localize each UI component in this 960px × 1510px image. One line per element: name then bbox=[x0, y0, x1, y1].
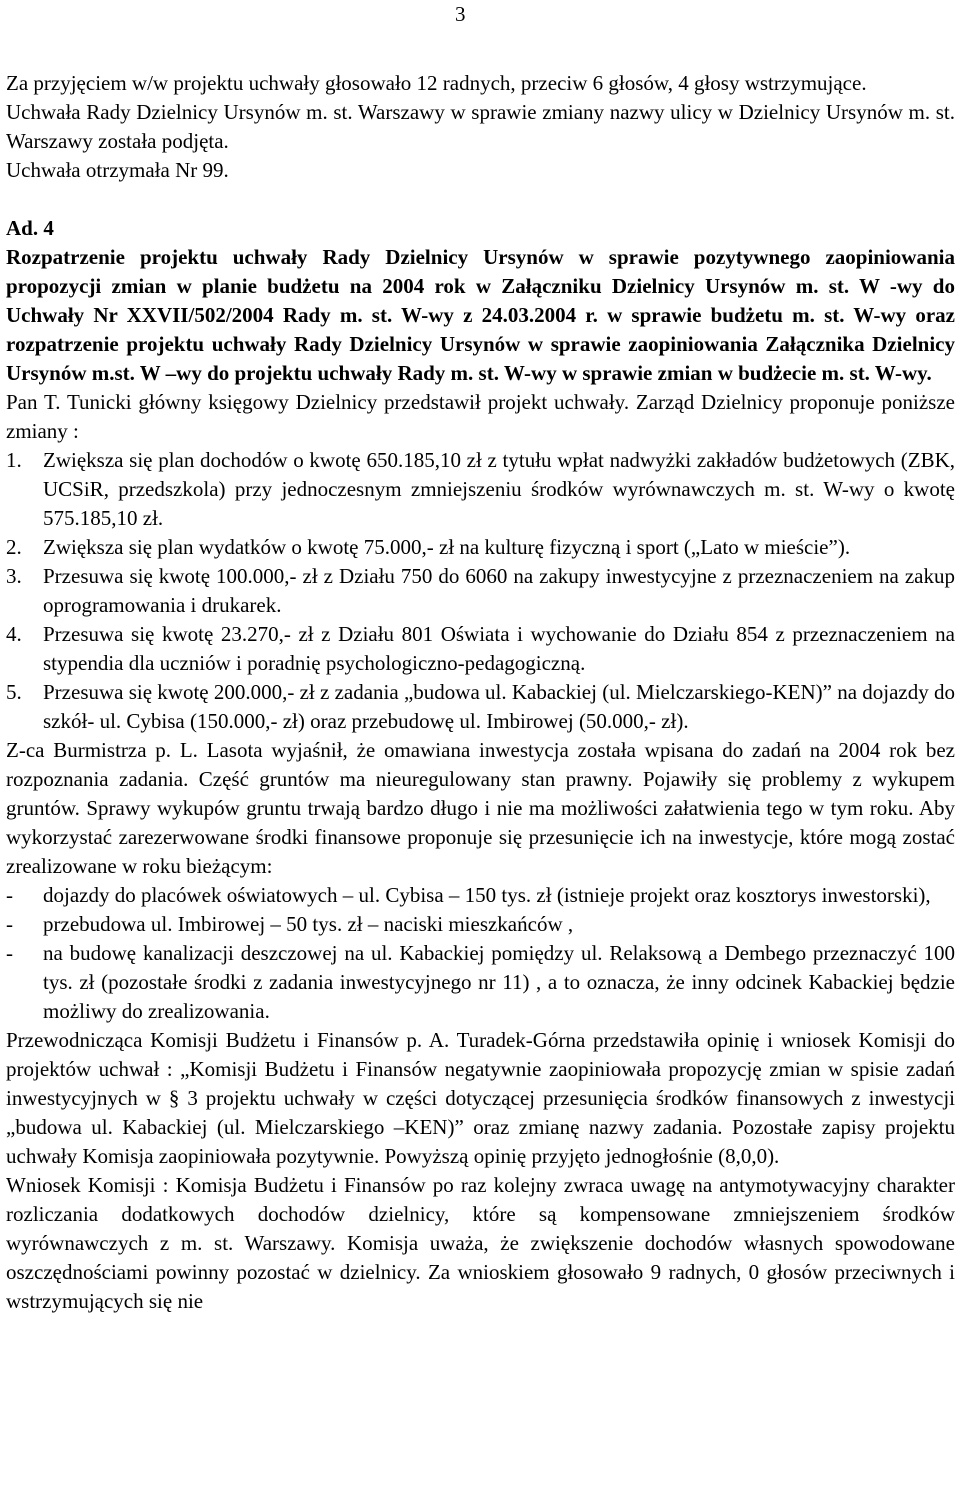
document-body bbox=[6, 69, 955, 1316]
list-item: 5. Przesuwa się kwotę 200.000,- zł z zadania „budowa ul. Kabackiej (ul. Mielczarskiego-KEN)” na dojazdy do szkół- ul. Cybisa (150.000,- zł) oraz przebudowę ul. Imbirowej (50.000,- zł). bbox=[6, 680, 956, 733]
list-item: 2. Zwiększa się plan wydatków o kwotę 75.000,- zł na kulturę fizyczną i sport („Lato w mieście”). bbox=[6, 535, 851, 559]
resolution-number: Uchwała otrzymała Nr 99. bbox=[6, 158, 229, 182]
changes-list bbox=[6, 446, 955, 736]
committee-motion: Wniosek Komisji : Komisja Budżetu i Finansów po raz kolejny zwraca uwagę na antymotywacyjny charakter rozliczania dodatkowych dochodów dzielnicy, które są kompensowane zmniejszeniem środków wyrównawczych z m. st. Warszawy. Komisja uważa, że zwiększenie dochodów własnych spowodowane oszczędnościami powinny pozostać w dzielnicy. Za wnioskiem głosowało 9 radnych, 0 głosów przeciwnych i wstrzymujących się nie bbox=[6, 1173, 955, 1313]
vote-result: Za przyjęciem w/w projektu uchwały głosowało 12 radnych, przeciw 6 głosów, 4 głosy wstrzymujące. bbox=[6, 71, 867, 95]
committee-opinion: Przewodnicząca Komisji Budżetu i Finansów p. A. Turadek-Górna przedstawiła opinię i wniosek Komisji do projektów uchwał : „Komisji Budżetu i Finansów negatywnie zaopiniowała propozycję zmian w spisie zadań inwestycyjnych w § 3 projektu uchwały w części dotyczącej przesunięcia środków finansowych z inwestycji „budowa ul. Kabackiej (ul. Mielczarskiego –KEN)” oraz zmianę nazwy zadania. Pozostałe zapisy projektu uchwały Komisja zaopiniowała pozytywnie. Powyższą opinię przyjęto jednogłośnie (8,0,0). bbox=[6, 1028, 955, 1168]
list-item: 3. Przesuwa się kwotę 100.000,- zł z Działu 750 do 6060 na zakupy inwestycyjne z przeznaczeniem na zakup oprogramowania i drukarek. bbox=[6, 564, 955, 617]
agenda-heading: Ad. 4 bbox=[6, 216, 54, 240]
list-item: - dojazdy do placówek oświatowych – ul. Cybisa – 150 tys. zł (istnieje projekt oraz kosztorys inwestorski), bbox=[6, 883, 931, 907]
page-number: 3 bbox=[455, 2, 466, 26]
list-item: 1. Zwiększa się plan dochodów o kwotę 650.185,10 zł z tytułu wpłat nadwyżki zakładów budżetowych (ZBK, UCSiR, przedszkola) przy jednoczesnym zmniejszeniu środków wyrównawczych m. st. W-wy o kwotę 575.185,10 zł. bbox=[6, 448, 955, 530]
presentation-text: Pan T. Tunicki główny księgowy Dzielnicy przedstawił projekt uchwały. Zarząd Dzielnicy proponuje poniższe zmiany : bbox=[6, 390, 955, 443]
list-item: - na budowę kanalizacji deszczowej na ul. Kabackiej pomiędzy ul. Relaksową a Dembego przeznaczyć 100 tys. zł (pozostałe środki z zadania inwestycyjnego nr 11) , a to oznacza, że inny odcinek Kabackiej będzie możliwy do zrealizowania. bbox=[6, 941, 955, 1023]
list-item: 4. Przesuwa się kwotę 23.270,- zł z Działu 801 Oświata i wychowanie do Działu 854 z przeznaczeniem na stypendia dla uczniów i poradnię psychologiczno-pedagogiczną. bbox=[6, 622, 955, 675]
deputy-mayor-statement: Z-ca Burmistrza p. L. Lasota wyjaśnił, że omawiana inwestycja została wpisana do zadań na 2004 rok bez rozpoznania zadania. Część gruntów ma nieuregulowany stan prawny. Pojawiły się problemy z wykupem gruntów. Sprawy wykupów gruntu trwają bardzo długo i nie ma możliwości załatwienia tego w tym roku. Aby wykorzystać zarezerwowane środki finansowe proponuje się przesunięcie ich na inwestycje, które mogą zostać zrealizowane w roku bieżącym: bbox=[6, 738, 955, 878]
resolution-adopted: Uchwała Rady Dzielnicy Ursynów m. st. Warszawy w sprawie zmiany nazwy ulicy w Dzielnicy Ursynów m. st. Warszawy została podjęta. bbox=[6, 100, 955, 153]
proposals-list bbox=[6, 881, 955, 1026]
list-item: - przebudowa ul. Imbirowej – 50 tys. zł – naciski mieszkańców , bbox=[6, 912, 574, 936]
agenda-title: Rozpatrzenie projektu uchwały Rady Dzielnicy Ursynów w sprawie pozytywnego zaopiniowania propozycji zmian w planie budżetu na 2004 rok w Załączniku Dzielnicy Ursynów m. st. W -wy do Uchwały Nr XXVII/502/2004 Rady m. st. W-wy z 24.03.2004 r. w sprawie budżetu m. st. W-wy oraz rozpatrzenie projektu uchwały Rady Dzielnicy Ursynów w sprawie zaopiniowania Załącznika Dzielnicy Ursynów m.st. W –wy do projektu uchwały Rady m. st. W-wy w sprawie zmian w budżecie m. st. W-wy. bbox=[6, 245, 955, 385]
